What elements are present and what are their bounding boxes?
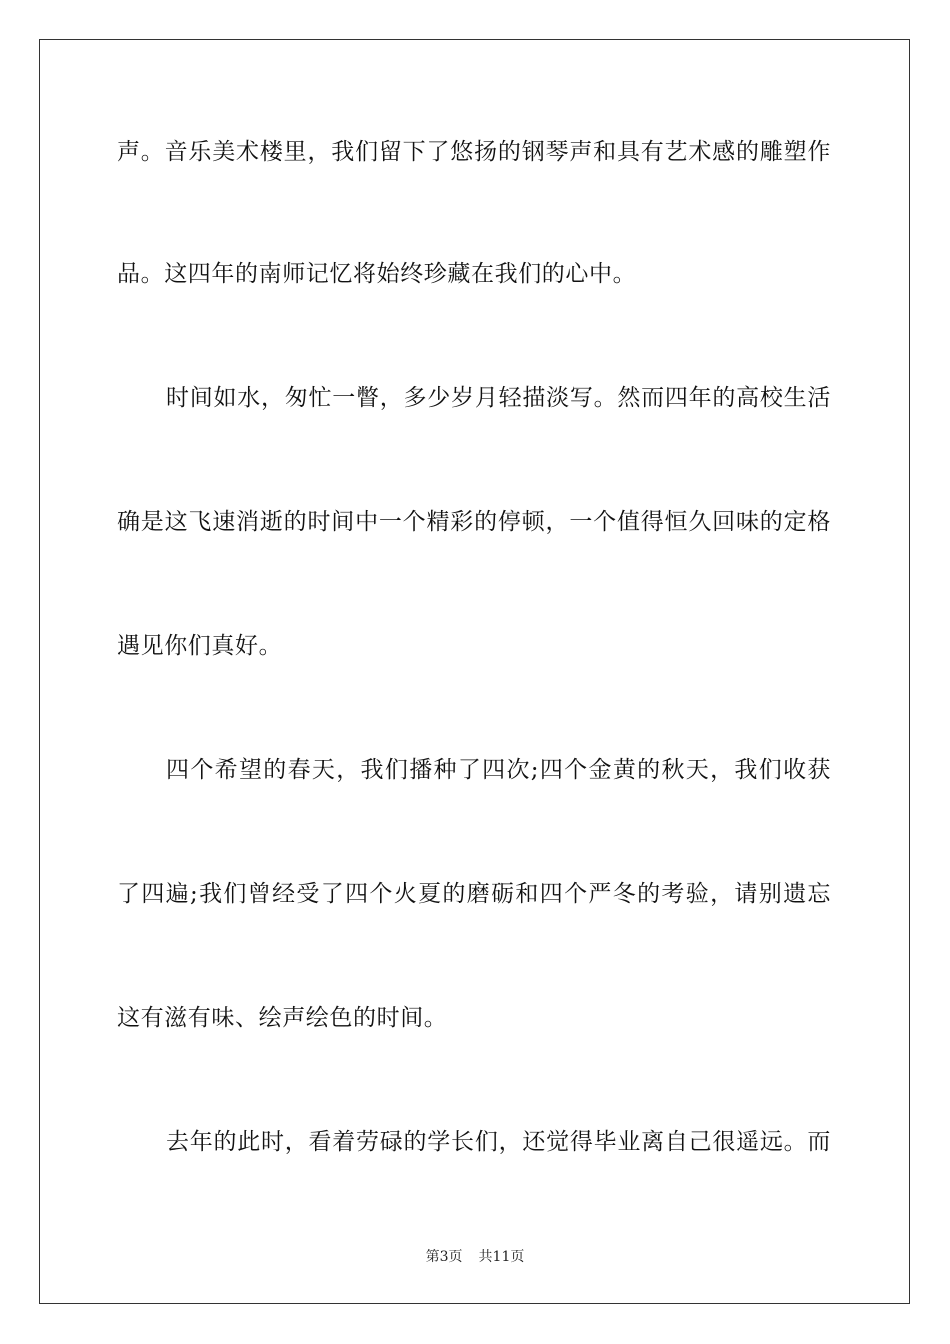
text-line-9: 去年的此时，看着劳碌的学长们，还觉得毕业离自己很遥远。而 — [166, 1129, 831, 1155]
text-line-7: 了四遍;我们曾经受了四个火夏的磨砺和四个严冬的考验，请别遗忘 — [117, 881, 831, 907]
text-line-8: 这有滋有味、绘声绘色的时间。 — [117, 1005, 448, 1031]
text-line-5: 遇见你们真好。 — [117, 633, 283, 659]
page-number: 第3页 — [425, 1249, 463, 1265]
page-border — [39, 39, 910, 1304]
page-footer — [0, 1248, 950, 1266]
text-line-3: 时间如水，匆忙一瞥，多少岁月轻描淡写。然而四年的高校生活 — [166, 385, 831, 411]
text-line-1: 声。音乐美术楼里，我们留下了悠扬的钢琴声和具有艺术感的雕塑作 — [117, 139, 831, 165]
text-line-4: 确是这飞速消逝的时间中一个精彩的停顿，一个值得恒久回味的定格 — [117, 509, 831, 535]
text-line-2: 品。这四年的南师记忆将始终珍藏在我们的心中。 — [117, 261, 637, 287]
page-total: 共11页 — [478, 1249, 525, 1265]
text-line-6: 四个希望的春天，我们播种了四次;四个金黄的秋天，我们收获 — [166, 757, 831, 783]
